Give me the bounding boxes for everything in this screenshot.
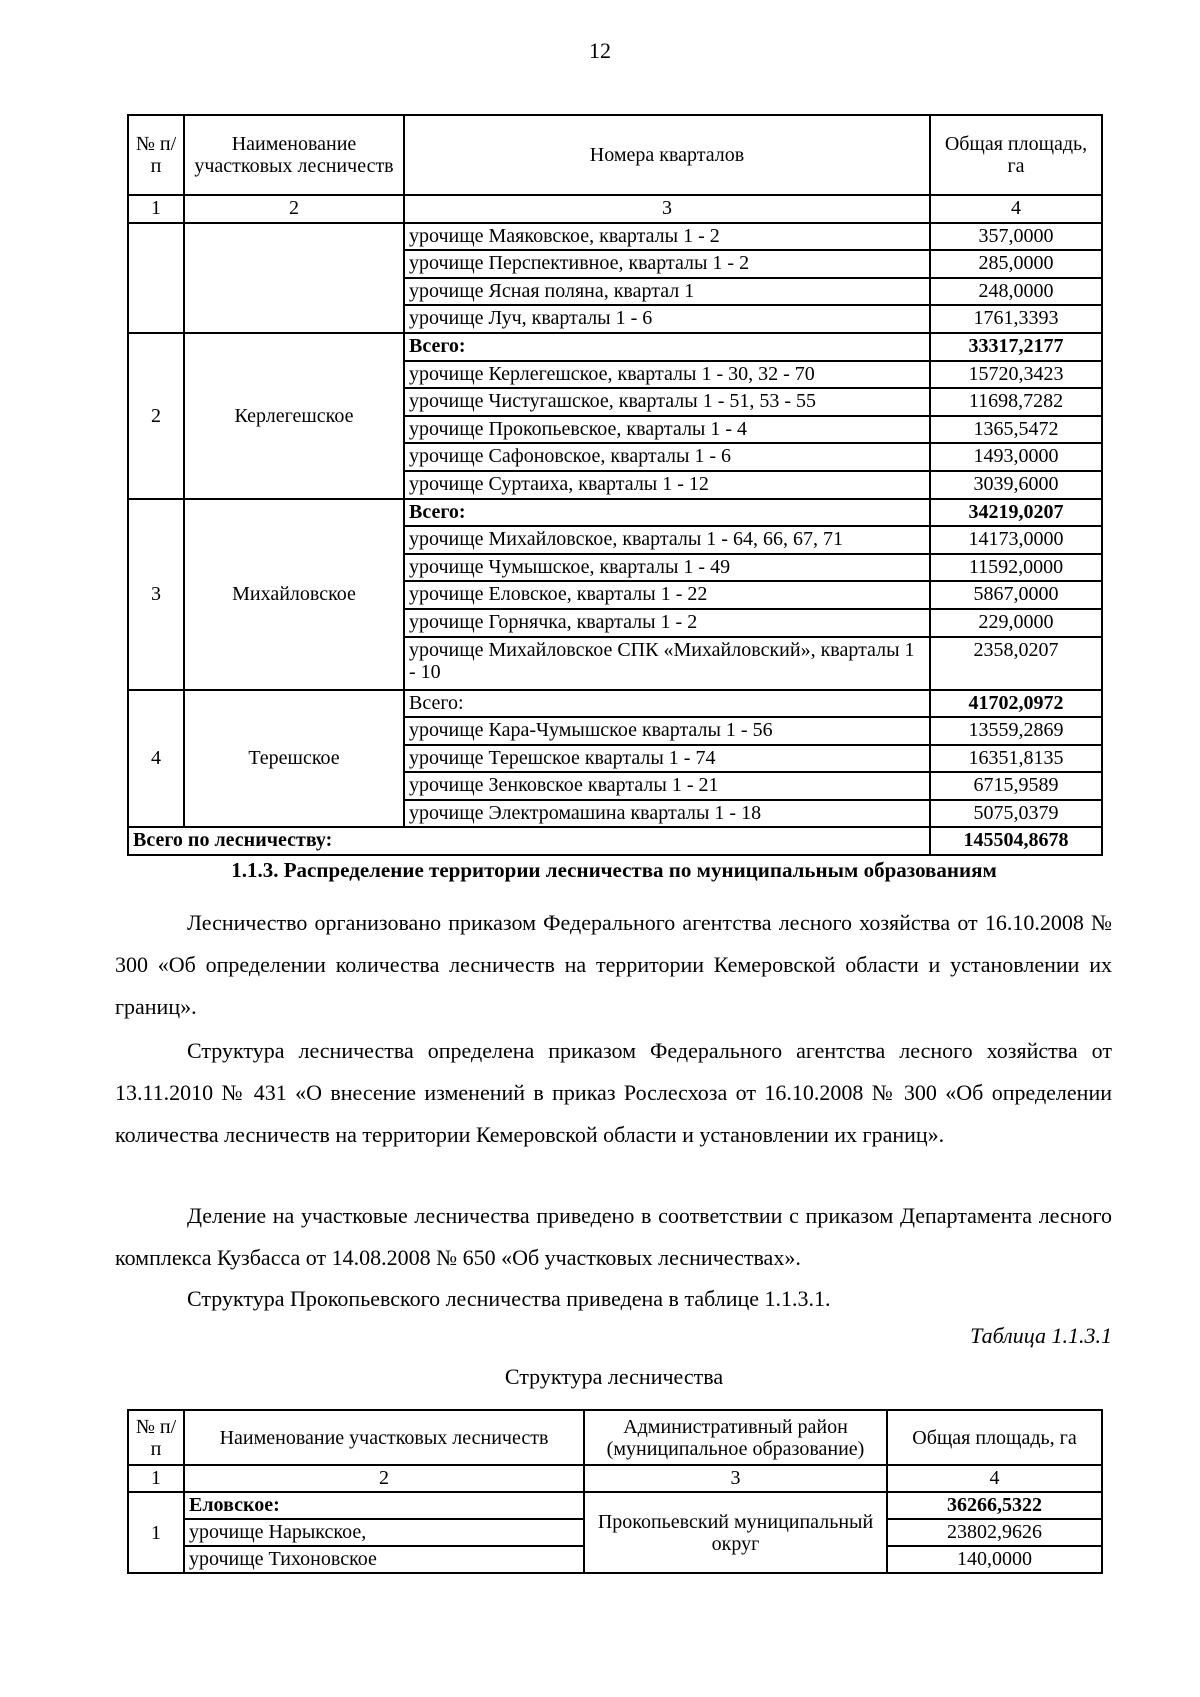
table-header-row [128, 115, 1102, 195]
area-cell: 14173,0000 [930, 526, 1102, 554]
grand-total-row [128, 827, 1102, 855]
area-cell: 2358,0207 [930, 637, 1102, 690]
quarters-cell: урочище Горнячка, кварталы 1 - 2 [404, 609, 930, 637]
quarters-cell: урочище Зенковское кварталы 1 - 21 [404, 772, 930, 800]
total-value: 33317,2177 [930, 333, 1102, 361]
header-district: Административный район (муниципальное образование) [584, 1410, 887, 1465]
page-number: 12 [589, 38, 611, 63]
group-no: 1 [128, 1492, 184, 1573]
section-heading: 1.1.3. Распределение территории лесничества по муниципальным образованиям [231, 858, 997, 882]
total-row [128, 499, 1102, 527]
empty-cell [128, 223, 184, 333]
table-row [128, 1492, 1102, 1519]
group-no: 4 [128, 690, 184, 828]
quarters-cell: урочище Ясная поляна, квартал 1 [404, 278, 930, 306]
area-cell: 11698,7282 [930, 388, 1102, 416]
total-value: 41702,0972 [930, 690, 1102, 718]
quarters-cell: урочище Чумышское, кварталы 1 - 49 [404, 554, 930, 582]
quarters-cell: урочище Луч, кварталы 1 - 6 [404, 305, 930, 333]
quarters-cell: урочище Маяковское, кварталы 1 - 2 [404, 223, 930, 251]
district-cell: Прокопьевский муниципальный округ [584, 1492, 887, 1573]
header-name: Наименование участковых лесничеств [184, 115, 404, 195]
structure-table [127, 1409, 1103, 1574]
name-cell: урочище Тихоновское [184, 1546, 584, 1573]
area-cell: 285,0000 [930, 250, 1102, 278]
area-cell: 16351,8135 [930, 745, 1102, 773]
paragraph: Структура лесничества определена приказом Федерального агентства лесного хозяйства от 13.11.2010 № 431 «О внесение изменений в приказ Рослесхоза от 16.10.2008 № 300 «Об определении количества лесничеств на территории Кемеровской области и установлении их границ». [115, 1038, 1112, 1147]
quarters-cell: урочище Керлегешское, кварталы 1 - 30, 32 - 70 [404, 361, 930, 389]
area-cell: 248,0000 [930, 278, 1102, 306]
total-row [128, 690, 1102, 718]
quarters-cell: урочище Терешское кварталы 1 - 74 [404, 745, 930, 773]
group-name: Терешское [184, 690, 404, 828]
total-label: Всего: [404, 333, 930, 361]
total-label: Всего: [404, 690, 930, 718]
group-name: Керлегешское [184, 333, 404, 499]
paragraph: Лесничество организовано приказом Федерального агентства лесного хозяйства от 16.10.2008 № 300 «Об определении количества лесничеств на территории Кемеровской области и установлении их границ». [115, 910, 1112, 1019]
area-cell: 1493,0000 [930, 443, 1102, 471]
paragraph: Структура Прокопьевского лесничества приведена в таблице 1.1.3.1. [187, 1286, 831, 1311]
colnum: 4 [930, 195, 1102, 223]
header-area: Общая площадь, га [887, 1410, 1102, 1465]
quarters-cell: урочище Перспективное, кварталы 1 - 2 [404, 250, 930, 278]
table-title: Структура лесничества [504, 1364, 724, 1389]
group-name: Еловское: [184, 1492, 584, 1519]
colnum: 1 [128, 195, 184, 223]
area-cell: 1761,3393 [930, 305, 1102, 333]
header-no: № п/п [128, 115, 184, 195]
quarters-cell: урочище Чистугашское, кварталы 1 - 51, 53 - 55 [404, 388, 930, 416]
header-area: Общая площадь, га [930, 115, 1102, 195]
group-no: 2 [128, 333, 184, 499]
table-header-row [128, 1410, 1102, 1465]
column-number-row [128, 195, 1102, 223]
quarters-cell: урочище Сафоновское, кварталы 1 - 6 [404, 443, 930, 471]
area-cell: 6715,9589 [930, 772, 1102, 800]
column-number-row [128, 1465, 1102, 1492]
quarters-cell: урочище Прокопьевское, кварталы 1 - 4 [404, 416, 930, 444]
area-cell: 357,0000 [930, 223, 1102, 251]
colnum: 2 [184, 195, 404, 223]
quarters-cell: урочище Кара-Чумышское кварталы 1 - 56 [404, 717, 930, 745]
grand-total-value: 145504,8678 [930, 827, 1102, 855]
total-row [128, 333, 1102, 361]
area-cell: 23802,9626 [887, 1519, 1102, 1546]
colnum: 1 [128, 1465, 184, 1492]
header-name: Наименование участковых лесничеств [184, 1410, 584, 1465]
table-label: Таблица 1.1.3.1 [970, 1323, 1112, 1348]
quarters-cell: урочище Суртаиха, кварталы 1 - 12 [404, 471, 930, 499]
colnum: 3 [584, 1465, 887, 1492]
area-cell: 15720,3423 [930, 361, 1102, 389]
area-cell: 36266,5322 [887, 1492, 1102, 1519]
header-no: № п/п [128, 1410, 184, 1465]
group-name: Михайловское [184, 499, 404, 690]
area-cell: 5867,0000 [930, 581, 1102, 609]
name-cell: урочище Нарыкское, [184, 1519, 584, 1546]
quarters-cell: урочище Электромашина кварталы 1 - 18 [404, 800, 930, 828]
area-cell: 1365,5472 [930, 416, 1102, 444]
area-cell: 5075,0379 [930, 800, 1102, 828]
total-label: Всего: [404, 499, 930, 527]
quarters-table [127, 114, 1103, 856]
area-cell: 13559,2869 [930, 717, 1102, 745]
quarters-cell: урочище Михайловское, кварталы 1 - 64, 66, 67, 71 [404, 526, 930, 554]
header-quarters: Номера кварталов [404, 115, 930, 195]
grand-total-label: Всего по лесничеству: [128, 827, 930, 855]
area-cell: 229,0000 [930, 609, 1102, 637]
table-row [128, 223, 1102, 251]
colnum: 4 [887, 1465, 1102, 1492]
quarters-cell: урочище Михайловское СПК «Михайловский», кварталы 1 - 10 [404, 637, 930, 690]
quarters-cell: урочище Еловское, кварталы 1 - 22 [404, 581, 930, 609]
total-value: 34219,0207 [930, 499, 1102, 527]
area-cell: 140,0000 [887, 1546, 1102, 1573]
colnum: 2 [184, 1465, 584, 1492]
empty-cell [184, 223, 404, 333]
paragraph: Деление на участковые лесничества приведено в соответствии с приказом Департамента лесного комплекса Кузбасса от 14.08.2008 № 650 «Об участковых лесничествах». [115, 1203, 1112, 1270]
area-cell: 3039,6000 [930, 471, 1102, 499]
group-no: 3 [128, 499, 184, 690]
colnum: 3 [404, 195, 930, 223]
area-cell: 11592,0000 [930, 554, 1102, 582]
